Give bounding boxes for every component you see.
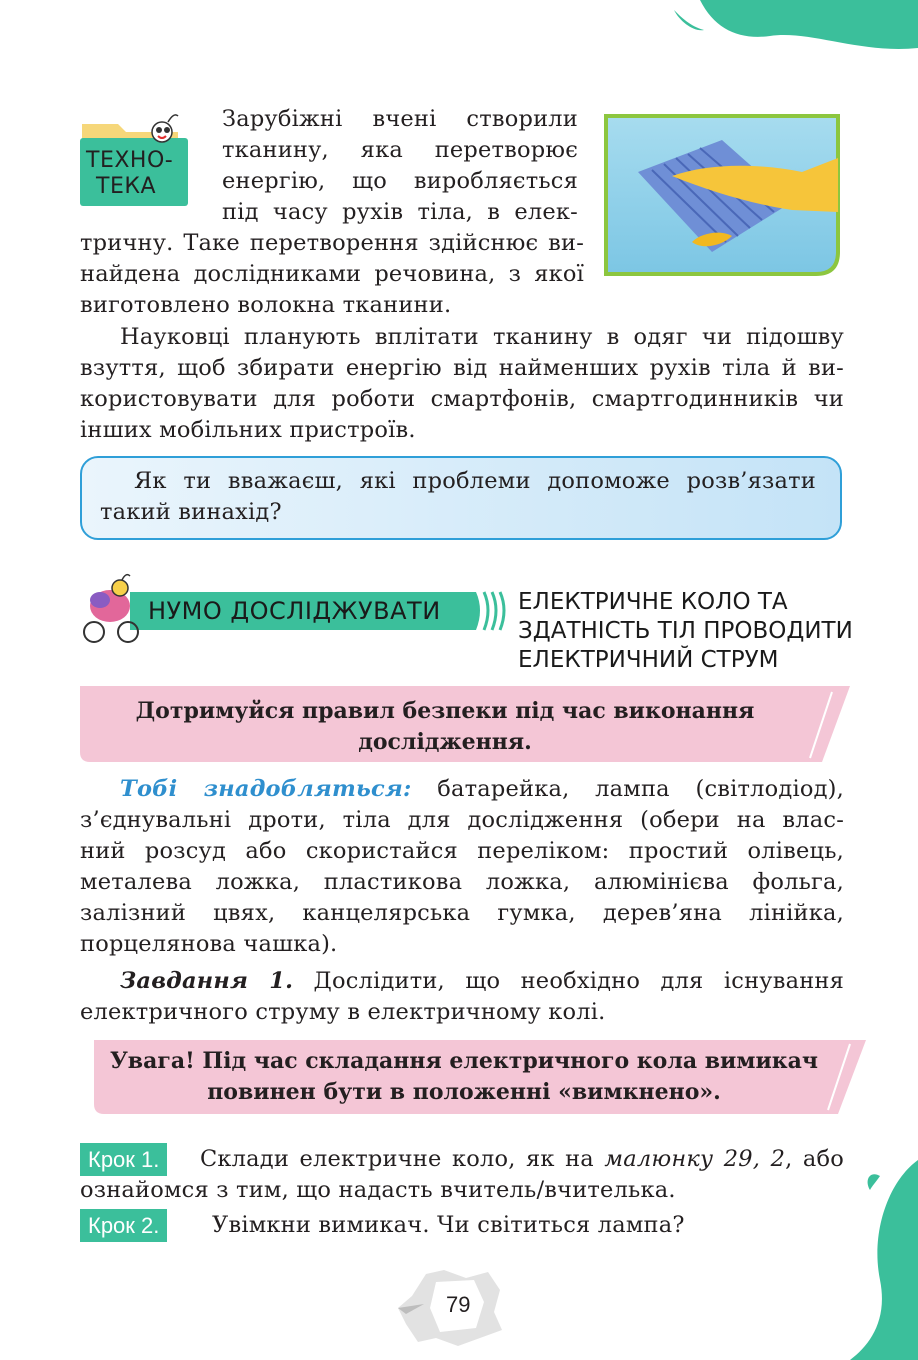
step-1-figure-ref: малюнку 29, 2 xyxy=(604,1146,786,1172)
step-1-label: Крок 1. xyxy=(80,1143,167,1176)
materials-line: металева ложка, пластикова ложка, алюмінієва фольга, xyxy=(80,869,844,895)
fabric-photo xyxy=(602,112,842,278)
safety-line: Дотримуйся правил безпеки під час виконання xyxy=(135,698,755,724)
safety-text xyxy=(90,696,800,758)
paragraph-line: користовувати для роботи смартфонів, смартгодинників чи xyxy=(80,386,844,412)
paragraph-line: інших мобільних пристроїв. xyxy=(80,417,416,443)
step-1-line: ознайомся з тим, що надасть вчитель/вчителька. xyxy=(80,1177,676,1203)
warning-line: Увага! Під час складання електричного кола вимикач xyxy=(109,1048,819,1074)
task-label: Завдання 1. xyxy=(120,968,294,994)
techno-label-line2: ТЕКА xyxy=(96,174,157,199)
techno-line: виготовлено волокна тканини. xyxy=(80,292,452,318)
materials-label: Тобі знадобляться: xyxy=(120,776,412,802)
corner-decoration-top xyxy=(660,0,918,60)
techno-line: найдена дослідниками речовина, з якої xyxy=(80,261,584,287)
materials-line: порцелянова чашка). xyxy=(80,931,338,957)
topic-line: ЗДАТНІСТЬ ТІЛ ПРОВОДИТИ xyxy=(518,618,853,644)
materials-paragraph xyxy=(80,774,844,960)
topic-line: ЕЛЕКТРИЧНЕ КОЛО ТА xyxy=(518,589,788,615)
techno-line: під часу рухів тіла, в елек- xyxy=(222,199,578,225)
techno-line: енергію, що виробляється xyxy=(222,168,578,194)
warning-line: повинен бути в положенні «вимкнено». xyxy=(207,1079,721,1105)
topic-line: ЕЛЕКТРИЧНИЙ СТРУМ xyxy=(518,647,779,673)
techno-line: тричну. Таке перетворення здійснює ви- xyxy=(80,230,584,256)
techno-teka-badge xyxy=(78,112,194,208)
task-paragraph xyxy=(80,966,844,1028)
task-line: електричного струму в електричному колі. xyxy=(80,999,606,1025)
step-1-text-after: , або xyxy=(785,1146,845,1172)
materials-line: залізний цвях, канцелярська гумка, дерев’яна лінійка, xyxy=(80,900,844,926)
explore-topic xyxy=(518,588,853,675)
question-text xyxy=(100,466,816,528)
explore-banner-label: НУМО ДОСЛІДЖУВАТИ xyxy=(148,597,441,625)
step-1-text-before: Склади електричне коло, як на xyxy=(200,1146,594,1172)
scientists-paragraph xyxy=(80,322,844,446)
techno-paragraph-bottom xyxy=(80,228,584,321)
task-line xyxy=(80,966,844,997)
paragraph-line: взуття, щоб збирати енергію від найменших рухів тіла й ви- xyxy=(80,355,844,381)
materials-line xyxy=(80,774,844,805)
question-line: Як ти вважаєш, які проблеми допоможе розв’язати xyxy=(134,468,816,494)
techno-line: тканину, яка перетворює xyxy=(222,137,578,163)
paragraph-line: Науковці планують вплітати тканину в одяг чи підошву xyxy=(120,324,844,350)
materials-line: з’єднувальні дроти, тіла для дослідження (обери на влас- xyxy=(80,807,844,833)
step-2-text: Увімкни вимикач. Чи світиться лампа? xyxy=(212,1212,685,1238)
warning-text xyxy=(104,1046,824,1108)
step-2-label: Крок 2. xyxy=(80,1209,167,1242)
materials-line: ний розсуд або скористайся переліком: простий олівець, xyxy=(80,838,844,864)
techno-line: Зарубіжні вчені створили xyxy=(222,106,578,132)
techno-paragraph-top xyxy=(222,104,578,228)
page-number: 79 xyxy=(446,1292,471,1317)
techno-label-line1: ТЕХНО- xyxy=(86,148,174,173)
safety-line: дослідження. xyxy=(358,729,532,755)
question-line: такий винахід? xyxy=(100,499,282,525)
step-1-text xyxy=(80,1144,844,1206)
materials-first-line: батарейка, лампа (світлодіод), xyxy=(437,776,844,802)
step-1-line xyxy=(80,1144,844,1175)
task-first-line: Дослідити, що необхідно для існування xyxy=(313,968,844,994)
